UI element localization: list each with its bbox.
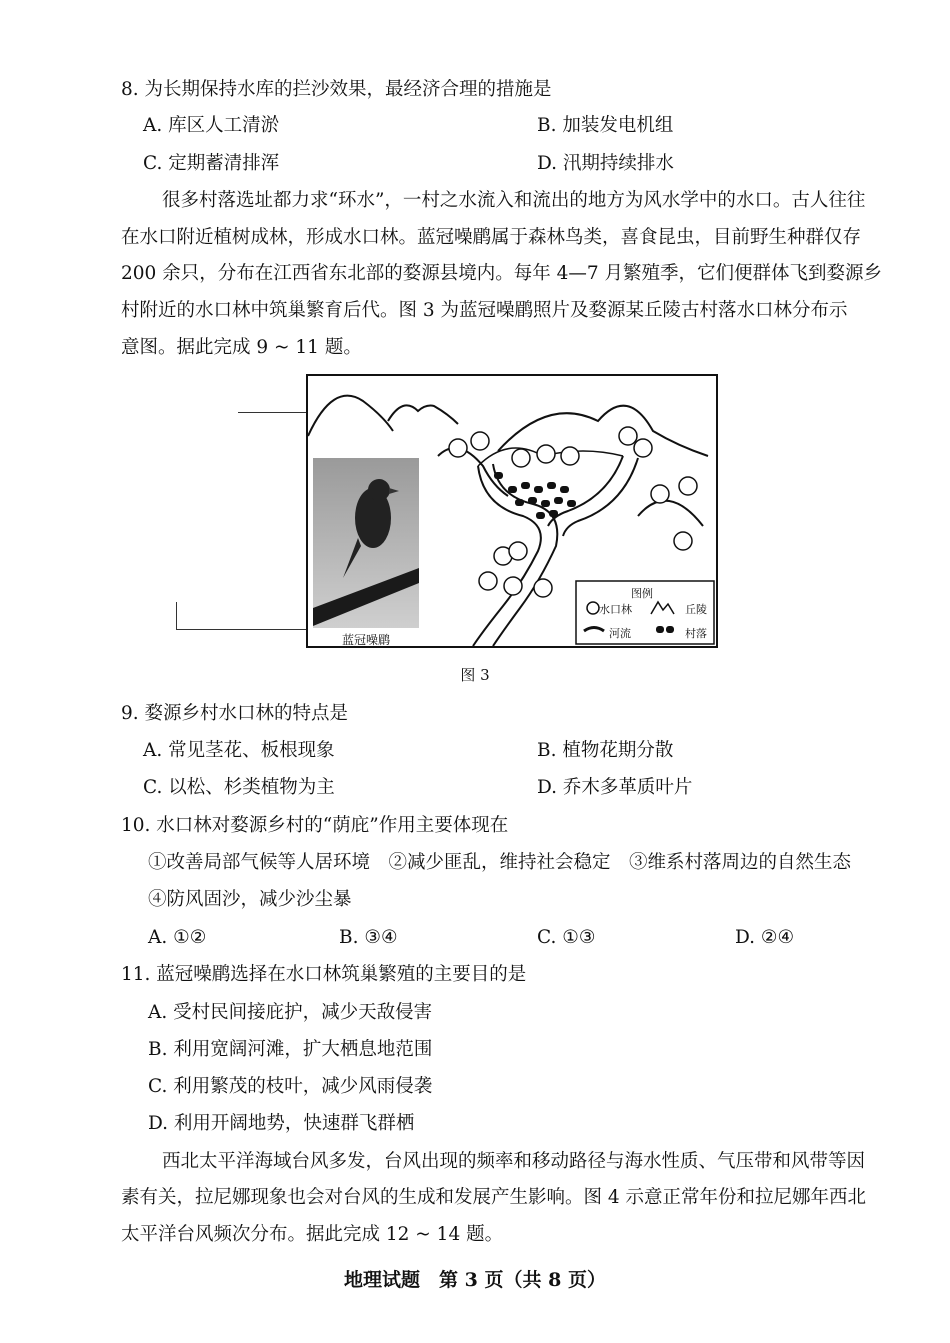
q10-stem: 10. 水口林对婺源乡村的“荫庇”作用主要体现在 — [121, 815, 509, 836]
bird-photo — [313, 458, 419, 628]
passage1-line-3: 200 余只，分布在江西省东北部的婺源县境内。每年 4—7 月繁殖季，它们便群体飞到婺源乡 — [121, 263, 882, 284]
page-footer: 地理试题 第 3 页（共 8 页） — [344, 1269, 606, 1291]
figure-caption: 图 3 — [460, 666, 490, 684]
q8-stem: 8. 为长期保持水库的拦沙效果，最经济合理的措施是 — [121, 79, 552, 100]
q10-items-line-2: ④防风固沙，减少沙尘暴 — [148, 889, 352, 910]
scan-line — [238, 412, 308, 413]
passage1-line-4: 村附近的水口林中筑巢繁育后代。图 3 为蓝冠噪鹛照片及婺源某丘陵古村落水口林分布示 — [121, 300, 848, 321]
scan-line — [176, 629, 308, 630]
q11-option-b: B. 利用宽阔河滩，扩大栖息地范围 — [148, 1039, 433, 1060]
legend-river: 河流 — [609, 627, 631, 640]
q9-option-c: C. 以松、杉类植物为主 — [143, 777, 335, 798]
legend-forest: 水口林 — [599, 603, 632, 616]
passage2-line-3: 太平洋台风频次分布。据此完成 12 ~ 14 题。 — [121, 1224, 504, 1245]
legend-village: 村落 — [685, 627, 707, 640]
legend-title: 图例 — [631, 587, 653, 600]
q11-option-a: A. 受村民间接庇护，减少天敌侵害 — [148, 1002, 433, 1023]
q9-option-b: B. 植物花期分散 — [537, 740, 674, 761]
q11-option-c: C. 利用繁茂的枝叶，减少风雨侵袭 — [148, 1076, 433, 1097]
q9-option-a: A. 常见茎花、板根现象 — [143, 740, 335, 761]
q11-option-d: D. 利用开阔地势，快速群飞群栖 — [148, 1113, 415, 1134]
q10-option-a: A. ①② — [148, 927, 207, 948]
q10-option-b: B. ③④ — [339, 927, 398, 948]
passage1-line-2: 在水口附近植树成林，形成水口林。蓝冠噪鹛属于森林鸟类，喜食昆虫，目前野生种群仅存 — [121, 227, 862, 248]
q8-option-c: C. 定期蓄清排浑 — [143, 153, 280, 174]
q9-stem: 9. 婺源乡村水口林的特点是 — [121, 703, 349, 724]
q9-option-d: D. 乔木多革质叶片 — [537, 777, 693, 798]
passage1-line-1: 很多村落选址都力求“环水”，一村之水流入和流出的地方为风水学中的水口。古人往往 — [162, 190, 866, 211]
q8-option-d: D. 汛期持续排水 — [537, 153, 674, 174]
passage2-line-2: 素有关，拉尼娜现象也会对台风的生成和发展产生影响。图 4 示意正常年份和拉尼娜年西北 — [121, 1187, 867, 1208]
q8-option-a: A. 库区人工清淤 — [143, 115, 280, 136]
passage1-line-5: 意图。据此完成 9 ~ 11 题。 — [121, 337, 362, 358]
q10-items-line-1: ①改善局部气候等人居环境 ②减少匪乱，维持社会稳定 ③维系村落周边的自然生态 — [148, 852, 852, 873]
q8-option-b: B. 加装发电机组 — [537, 115, 674, 136]
bird-photo-image — [313, 458, 419, 628]
scan-line — [176, 602, 177, 630]
q10-option-c: C. ①③ — [537, 927, 596, 948]
passage2-line-1: 西北太平洋海域台风多发，台风出现的频率和移动路径与海水性质、气压带和风带等因 — [162, 1151, 866, 1172]
q10-option-d: D. ②④ — [735, 927, 795, 948]
legend-hill: 丘陵 — [685, 603, 707, 616]
photo-label: 蓝冠噪鹛 — [341, 633, 390, 647]
q11-stem: 11. 蓝冠噪鹛选择在水口林筑巢繁殖的主要目的是 — [121, 964, 527, 985]
